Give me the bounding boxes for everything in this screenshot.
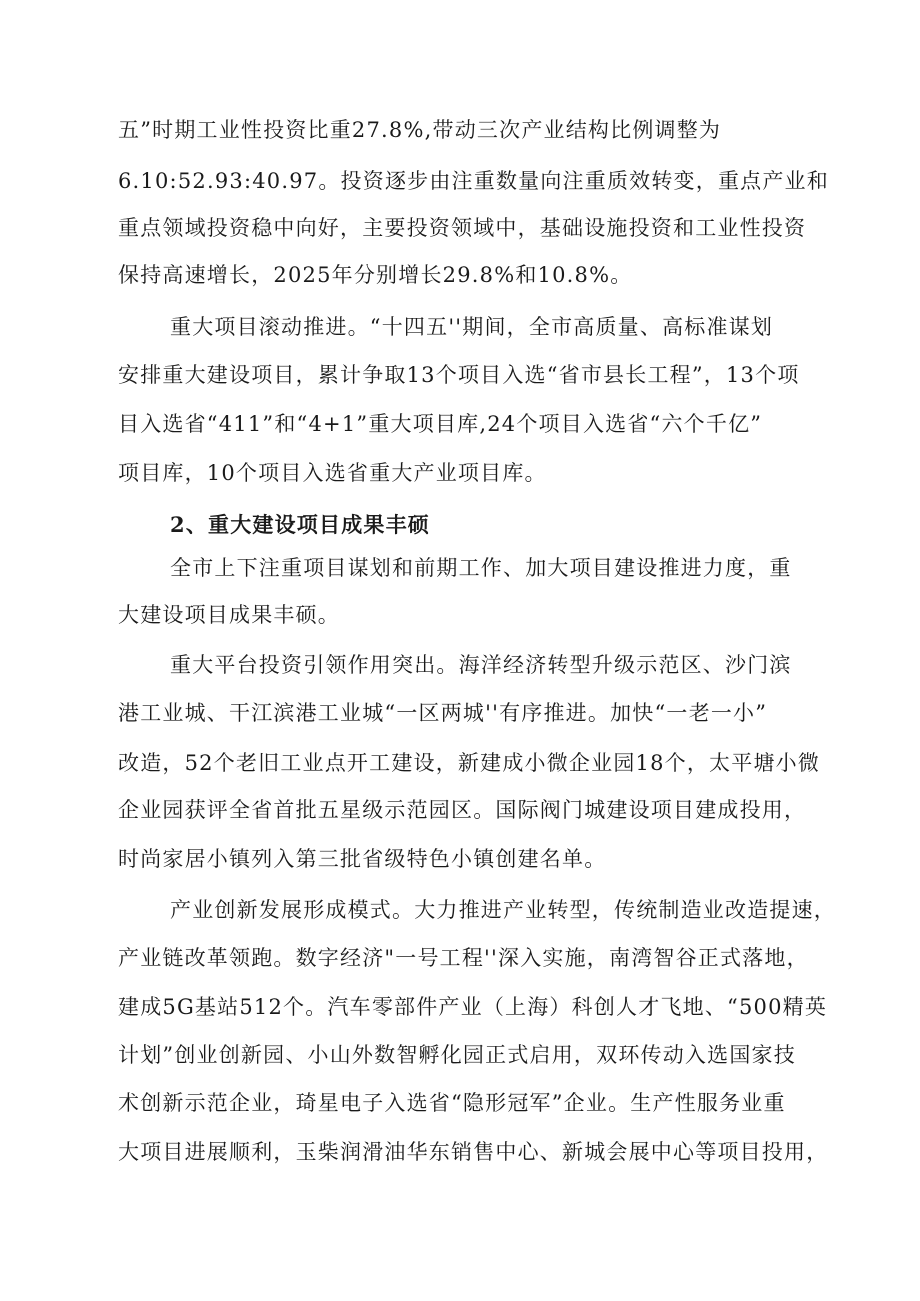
text-line-20: 计划”创业创新园、小山外数智孵化园正式启用，双环传动入选国家技 <box>118 1043 796 1067</box>
text-line-7: 目入选省“411”和“4+1”重大项目库,24个项目入选省“六个千亿” <box>118 412 763 436</box>
text-line-15: 企业园获评全省首批五星级示范园区。国际阀门城建设项目建成投用， <box>118 798 807 822</box>
text-line-10: 全市上下注重项目谋划和前期工作、加大项目建设推进力度，重 <box>170 556 792 580</box>
text-line-18: 产业链改革领跑。数字经济"一号工程''深入实施，南湾智谷正式落地， <box>118 946 809 970</box>
text-line-14: 改造，52个老旧工业点开工建设，新建成小微企业园18个，太平塘小微 <box>118 751 821 775</box>
text-line-17: 产业创新发展形成模式。大力推进产业转型，传统制造业改造提速， <box>170 898 836 922</box>
text-line-16: 时尚家居小镇列入第三批省级特色小镇创建名单。 <box>118 847 607 871</box>
text-line-19: 建成5G基站512个。汽车零部件产业（上海）科创人才飞地、“500精英 <box>118 995 828 1019</box>
text-line-1: 五”时期工业性投资比重27.8%,带动三次产业结构比例调整为 <box>118 118 722 142</box>
text-line-4: 保持高速增长，2025年分别增长29.8%和10.8%。 <box>118 263 633 287</box>
text-line-3: 重点领域投资稳中向好，主要投资领域中，基础设施投资和工业性投资 <box>118 216 807 240</box>
text-line-8: 项目库，10个项目入选省重大产业项目库。 <box>118 461 547 485</box>
section-heading: 2、重大建设项目成果丰硕 <box>170 512 431 537</box>
text-line-21: 术创新示范企业，琦星电子入选省“隐形冠军”企业。生产性服务业重 <box>118 1091 786 1115</box>
text-line-12: 重大平台投资引领作用突出。海洋经济转型升级示范区、沙门滨 <box>170 653 792 677</box>
text-line-5: 重大项目滚动推进。“十四五''期间，全市高质量、高标准谋划 <box>170 315 774 339</box>
text-line-22: 大项目进展顺利，玉柴润滑油华东销售中心、新城会展中心等项目投用， <box>118 1140 829 1164</box>
text-line-11: 大建设项目成果丰硕。 <box>118 603 340 627</box>
text-line-6: 安排重大建设项目，累计争取13个项目入选“省市县长工程”，13个项 <box>118 363 800 387</box>
text-line-2: 6.10:52.93:40.97。投资逐步由注重数量向注重质效转变，重点产业和 <box>118 169 829 193</box>
text-line-13: 港工业城、干江滨港工业城“一区两城''有序推进。加快“一老一小” <box>118 701 768 725</box>
